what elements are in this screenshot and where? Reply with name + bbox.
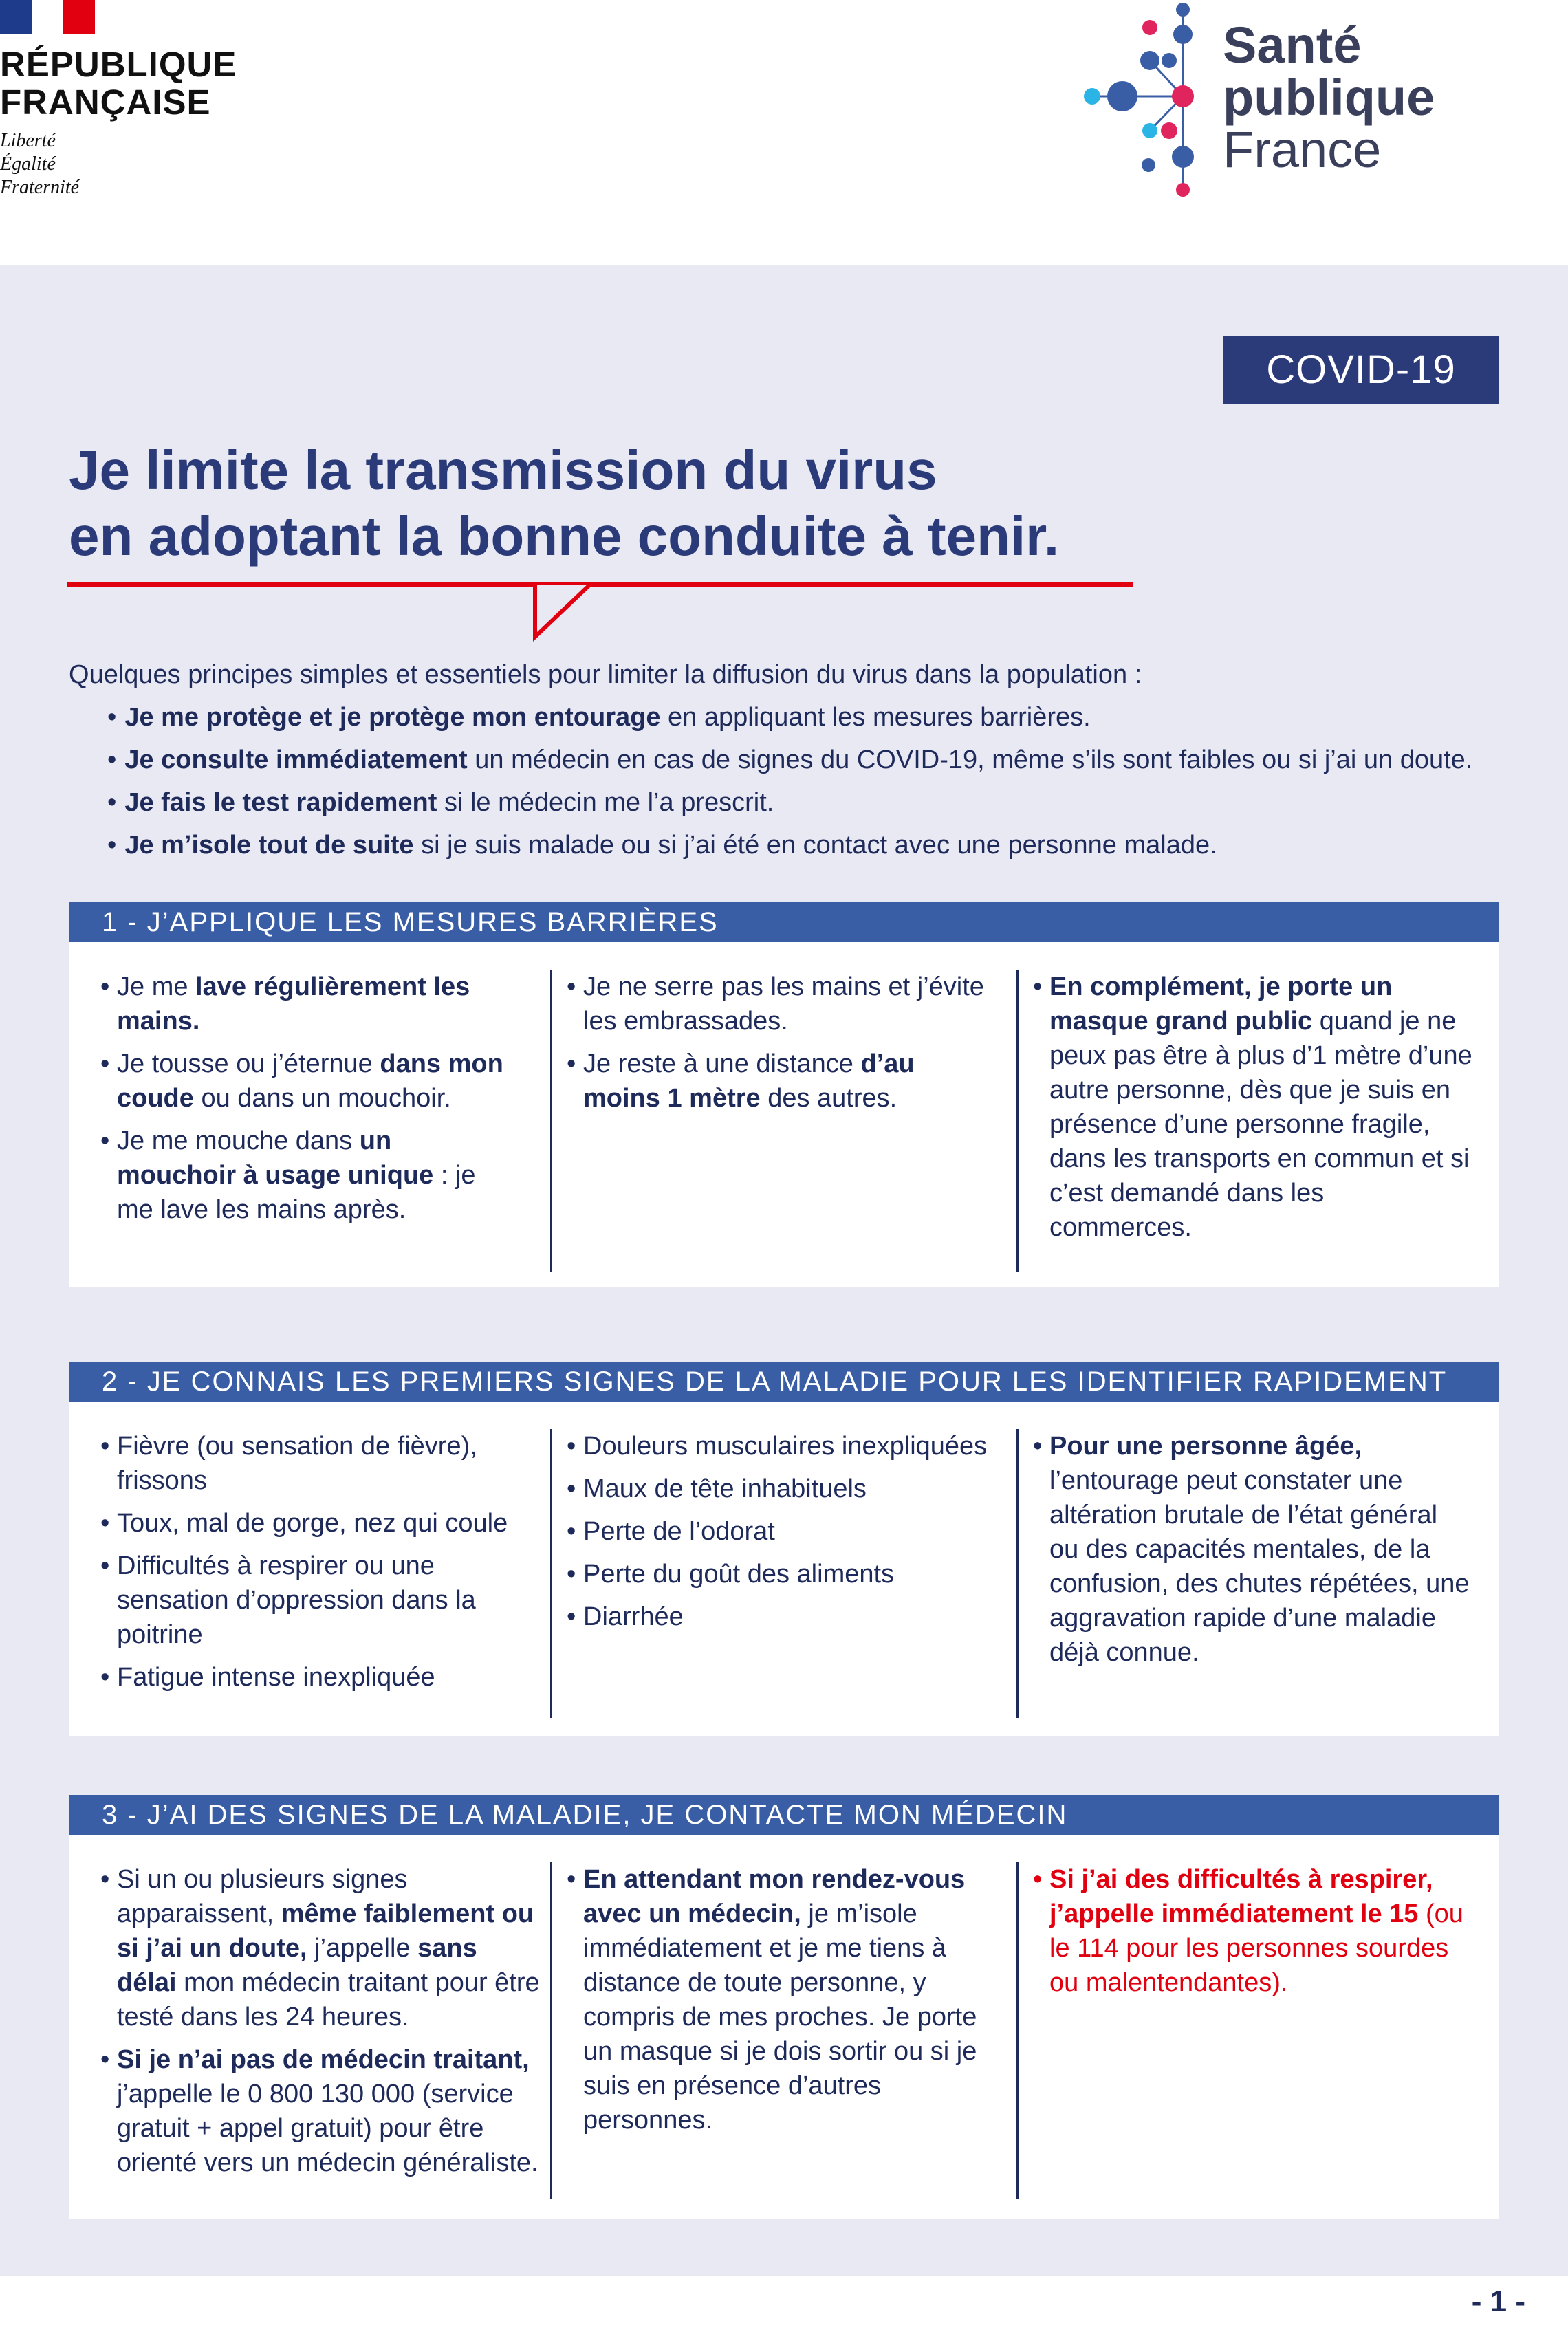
bullet-text: Fièvre (ou sensation de fièvre), frissons (117, 1432, 477, 1495)
section-column (567, 1862, 993, 2146)
bullet-list (1033, 970, 1473, 1245)
column-divider (1016, 1429, 1019, 1718)
bullet-text: Si un ou plusieurs signes apparaissent, (117, 1865, 408, 1928)
bullet-item (1033, 1429, 1473, 1670)
section-column (1033, 970, 1473, 1253)
rf-name-line: RÉPUBLIQUE (0, 45, 237, 84)
bullet-text: Toux, mal de gorge, nez qui coule (117, 1509, 508, 1538)
bullet-item (567, 1429, 993, 1463)
rf-motto-line: Égalité (0, 153, 56, 175)
intro-item (107, 696, 1513, 739)
bullet-item (567, 1047, 993, 1115)
section-column (100, 1862, 541, 2188)
bullet-item (100, 1549, 541, 1652)
rf-motto-line: Liberté (0, 130, 56, 151)
bullet-text: Perte de l’odorat (583, 1517, 775, 1546)
bullet-emphasis: d’au moins 1 mètre (583, 1049, 915, 1113)
bullet-text: (ou le 114 pour les personnes sourdes ou malentendantes). (1049, 1899, 1463, 1997)
rf-name-line: FRANÇAISE (0, 83, 211, 122)
bullet-emphasis: En complément, je porte un masque grand public (1049, 972, 1393, 1036)
spf-network-dots-icon (1073, 0, 1210, 206)
republique-francaise-logo (0, 0, 248, 206)
bullet-text: j’appelle (307, 1934, 418, 1963)
rf-name (0, 45, 237, 121)
bullet-text: Perte du goût des aliments (583, 1560, 895, 1589)
bullet-emphasis: même faiblement ou si j’ai un doute, (117, 1899, 534, 1963)
section-body (69, 1835, 1499, 2219)
section-heading: 1 - J’APPLIQUE LES MESURES BARRIÈRES (69, 902, 1499, 942)
bullet-text: Je tousse ou j’éternue (117, 1049, 380, 1078)
intro-item-emphasis: Je me protège et je protège mon entourage (124, 703, 661, 732)
header (0, 0, 1568, 265)
bullet-item (567, 970, 993, 1038)
column-divider (1016, 1862, 1019, 2199)
french-flag-icon (0, 0, 95, 34)
bullet-item (100, 1660, 541, 1694)
main-panel (0, 265, 1568, 2276)
intro-item (107, 824, 1513, 867)
bullet-emphasis: dans mon coude (117, 1049, 503, 1113)
bullet-text: l’entourage peut constater une altération brutale de l’état général ou des capacités mentales, de la confusion, des chutes répétées, une aggravation rapide d’une maladie déjà connue. (1049, 1466, 1470, 1667)
bullet-item (567, 1862, 993, 2137)
bullet-text: je m’isole immédiatement et je me tiens à distance de toute personne, y compris de mes proches. Je porte un masque si je dois sortir ou si je suis en présence d’autres personnes. (583, 1899, 977, 2135)
spf-line: France (1223, 121, 1382, 178)
bullet-text: Maux de tête inhabituels (583, 1474, 867, 1503)
bullet-emphasis: Pour une personne âgée, (1049, 1432, 1362, 1461)
covid-badge: COVID-19 (1223, 336, 1499, 404)
bullet-list (1033, 1429, 1473, 1670)
section-body (69, 1402, 1499, 1736)
bullet-list (100, 1429, 541, 1694)
bullet-text: des autres. (760, 1084, 897, 1113)
bullet-list (100, 1862, 541, 2180)
intro-item (107, 781, 1513, 824)
title-line: Je limite la transmission du virus (69, 439, 937, 501)
intro (69, 653, 1513, 867)
intro-item-text: un médecin en cas de signes du COVID-19, même s’ils sont faibles ou si j’ai un doute. (467, 745, 1473, 774)
spf-wordmark (1223, 19, 1435, 176)
bullet-text: Diarrhée (583, 1602, 684, 1631)
bullet-text: ou dans un mouchoir. (193, 1084, 451, 1113)
bullet-item (567, 1600, 993, 1634)
bullet-list (567, 1429, 993, 1634)
bullet-text: Je me (117, 972, 196, 1001)
bullet-item (100, 1047, 513, 1115)
bullet-text: Je ne serre pas les mains et j’évite les embrassades. (583, 972, 984, 1036)
bullet-item (100, 1124, 513, 1227)
sante-publique-france-logo (1073, 0, 1458, 206)
bullet-text: : je me lave les mains après. (117, 1161, 476, 1224)
column-divider (550, 970, 552, 1272)
section-heading: 3 - J’AI DES SIGNES DE LA MALADIE, JE CONTACTE MON MÉDECIN (69, 1795, 1499, 1835)
section-heading: 2 - JE CONNAIS LES PREMIERS SIGNES DE LA MALADIE POUR LES IDENTIFIER RAPIDEMENT (69, 1362, 1499, 1402)
section-column (567, 1429, 993, 1642)
speech-bubble-underline-icon (67, 582, 1140, 644)
section-body (69, 942, 1499, 1287)
section-column (100, 970, 513, 1235)
column-divider (1016, 970, 1019, 1272)
bullet-item (567, 1557, 993, 1591)
intro-list (69, 696, 1513, 867)
bullet-emphasis: un mouchoir à usage unique (117, 1126, 434, 1190)
bullet-text: Douleurs musculaires inexpliquées (583, 1432, 988, 1461)
rf-motto (0, 129, 79, 199)
bullet-emphasis: sans délai (117, 1934, 477, 1997)
section-contact-doctor (69, 1795, 1499, 2219)
spf-line: Santé (1223, 17, 1362, 74)
section-first-signs (69, 1362, 1499, 1736)
bullet-list (567, 1862, 993, 2137)
bullet-text: mon médecin traitant pour être testé dans les 24 heures. (117, 1968, 540, 2031)
section-column (100, 1429, 541, 1703)
bullet-text: Je reste à une distance (583, 1049, 861, 1078)
bullet-item (567, 1514, 993, 1549)
bullet-emphasis: lave régulièrement les mains. (117, 972, 470, 1036)
intro-item-emphasis: Je m’isole tout de suite (124, 831, 414, 860)
bullet-item (100, 2042, 541, 2180)
bullet-list (567, 970, 993, 1115)
bullet-list (100, 970, 513, 1227)
bullet-emphasis: Si j’ai des difficultés à respirer, j’appelle immédiatement le 15 (1049, 1865, 1433, 1928)
section-column (1033, 1429, 1473, 1678)
page-number: - 1 - (1471, 2285, 1525, 2318)
intro-item-emphasis: Je fais le test rapidement (124, 788, 437, 817)
intro-item-text: si je suis malade ou si j’ai été en contact avec une personne malade. (413, 831, 1217, 860)
bullet-emphasis: Si je n’ai pas de médecin traitant, (117, 2045, 530, 2074)
bullet-item (567, 1472, 993, 1506)
section-column (1033, 1862, 1473, 2008)
spf-line: publique (1223, 69, 1435, 126)
intro-item-text: en appliquant les mesures barrières. (660, 703, 1091, 732)
section-barrier-measures (69, 902, 1499, 1287)
intro-item-emphasis: Je consulte immédiatement (124, 745, 468, 774)
bullet-item (100, 1429, 541, 1498)
bullet-list (1033, 1862, 1473, 2000)
intro-item (107, 739, 1513, 781)
bullet-text: Difficultés à respirer ou une sensation d’oppression dans la poitrine (117, 1551, 476, 1649)
bullet-item (100, 1862, 541, 2034)
intro-lead: Quelques principes simples et essentiels pour limiter la diffusion du virus dans la population : (69, 660, 1142, 689)
bullet-text: quand je ne peux pas être à plus d’1 mètre d’une autre personne, dès que je suis en présence d’une personne fragile, dans les transports en commun et si c’est demandé dans les commerces. (1049, 1007, 1472, 1242)
page-title (69, 437, 1238, 569)
column-divider (550, 1862, 552, 2199)
rf-motto-line: Fraternité (0, 177, 80, 198)
bullet-item (1033, 970, 1473, 1245)
column-divider (550, 1429, 552, 1718)
bullet-text: j’appelle le 0 800 130 000 (service gratuit + appel gratuit) pour être orienté vers un médecin généraliste. (117, 2080, 538, 2177)
bullet-emphasis: En attendant mon rendez-vous avec un médecin, (583, 1865, 966, 1928)
bullet-item (100, 1506, 541, 1540)
bullet-item (1033, 1862, 1473, 2000)
section-column (567, 970, 993, 1124)
bullet-item (100, 970, 513, 1038)
bullet-text: Fatigue intense inexpliquée (117, 1663, 435, 1692)
bullet-text: Je me mouche dans (117, 1126, 360, 1155)
title-line: en adoptant la bonne conduite à tenir. (69, 505, 1060, 567)
intro-item-text: si le médecin me l’a prescrit. (437, 788, 774, 817)
